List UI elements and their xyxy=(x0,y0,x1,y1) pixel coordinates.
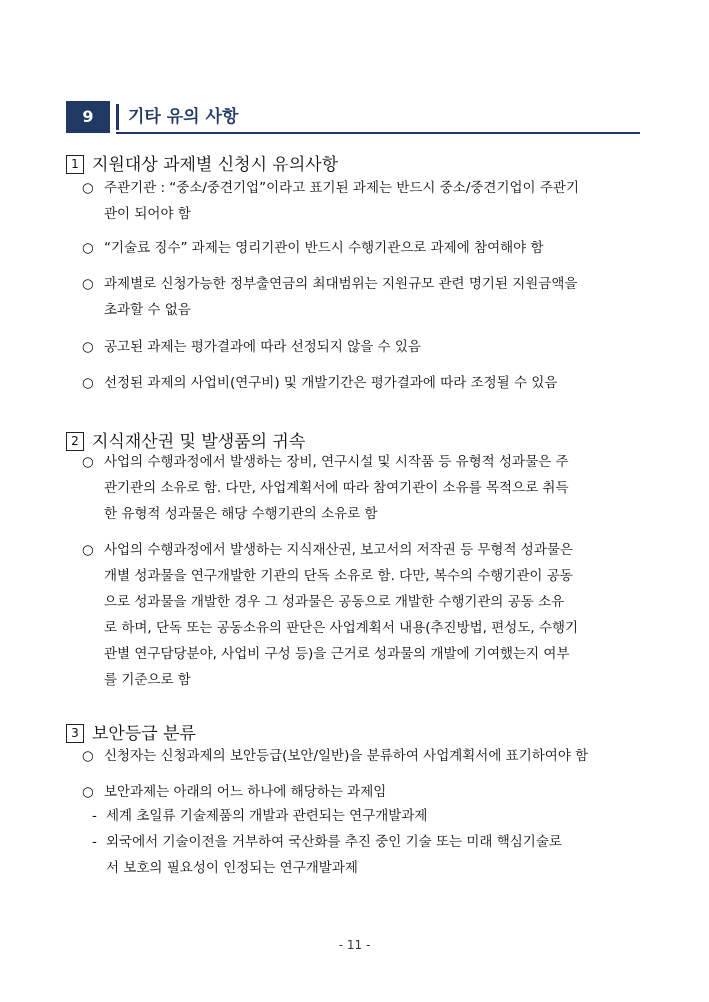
circle-bullet-icon: ○ xyxy=(82,542,94,558)
chapter-divider xyxy=(116,104,119,130)
list-item-continuation: 관별 연구담당분야, 사업비 구성 등)을 근거로 성과물의 개발에 기여했는지 여부 xyxy=(104,646,570,662)
list-item: ○ 사업의 수행과정에서 발생하는 지식재산권, 보고서의 저작권 등 무형적 성과물은 xyxy=(82,542,573,558)
list-item: ○ 신청자는 신청과제의 보안등급(보안/일반)을 분류하여 사업계획서에 표기하여야 함 xyxy=(82,748,589,764)
section-title: 지원대상 과제별 신청시 유의사항 xyxy=(92,155,339,175)
dash-bullet-icon: - xyxy=(92,834,97,850)
list-item: ○ 사업의 수행과정에서 발생하는 장비, 연구시설 및 시작품 등 유형적 성과물은 주 xyxy=(82,454,569,470)
list-item-continuation: 로 하며, 단독 또는 공동소유의 판단은 사업계획서 내용(추진방법, 편성도, 수행기 xyxy=(104,620,579,636)
section-number-box: 2 xyxy=(66,432,84,451)
circle-bullet-icon: ○ xyxy=(82,276,94,292)
section-number-box: 3 xyxy=(66,724,84,743)
chapter-header xyxy=(66,101,640,133)
circle-bullet-icon: ○ xyxy=(82,240,94,256)
list-item-continuation: 개별 성과물을 연구개발한 기관의 단독 소유로 함. 다만, 복수의 수행기관이 공동 xyxy=(104,568,573,584)
list-item: ○ 과제별로 신청가능한 정부출연금의 최대범위는 지원규모 관련 명기된 지원금액을 xyxy=(82,276,578,292)
circle-bullet-icon: ○ xyxy=(82,180,94,196)
chapter-number: 9 xyxy=(66,101,110,133)
list-item-continuation: 를 기준으로 함 xyxy=(104,672,191,688)
list-item-continuation: 한 유형적 성과물은 해당 수행기관의 소유로 함 xyxy=(104,506,378,522)
list-item: ○ 보안과제는 아래의 어느 하나에 해당하는 과제임 xyxy=(82,784,387,800)
page-number: - 11 - xyxy=(338,938,371,952)
circle-bullet-icon: ○ xyxy=(82,375,94,391)
list-item-continuation: 관기관의 소유로 함. 다만, 사업계획서에 따라 참여기관이 소유를 목적으로 취득 xyxy=(104,480,569,496)
sub-list-item: - 외국에서 기술이전을 거부하여 국산화를 추진 중인 기술 또는 미래 핵심기술로 xyxy=(92,834,562,850)
chapter-underline xyxy=(116,132,640,134)
chapter-title: 기타 유의 사항 xyxy=(128,107,239,127)
circle-bullet-icon: ○ xyxy=(82,748,94,764)
list-item: ○ 선정된 과제의 사업비(연구비) 및 개발기간은 평가결과에 따라 조정될 수 있음 xyxy=(82,375,558,391)
list-item: ○ 주관기관 : “중소/중견기업”이라고 표기된 과제는 반드시 중소/중견기업이 주관기 xyxy=(82,180,579,196)
circle-bullet-icon: ○ xyxy=(82,784,94,800)
sub-list-item: - 세계 초일류 기술제품의 개발과 관련되는 연구개발과제 xyxy=(92,808,428,824)
circle-bullet-icon: ○ xyxy=(82,454,94,470)
dash-bullet-icon: - xyxy=(92,808,97,824)
list-item-continuation: 관이 되어야 함 xyxy=(104,206,191,222)
section-title: 보안등급 분류 xyxy=(92,724,196,744)
section-title: 지식재산권 및 발생품의 귀속 xyxy=(92,432,306,452)
list-item-continuation: 으로 성과물을 개발한 경우 그 성과물은 공동으로 개발한 수행기관의 공동 소유 xyxy=(104,594,565,610)
list-item: ○ “기술료 징수” 과제는 영리기관이 반드시 수행기관으로 과제에 참여해야 함 xyxy=(82,240,544,256)
section-heading-3 xyxy=(66,719,196,744)
sub-list-item-continuation: 서 보호의 필요성이 인정되는 연구개발과제 xyxy=(106,860,358,876)
section-heading-2 xyxy=(66,427,305,452)
section-number-box: 1 xyxy=(66,155,84,174)
list-item: ○ 공고된 과제는 평가결과에 따라 선정되지 않을 수 있음 xyxy=(82,339,421,355)
circle-bullet-icon: ○ xyxy=(82,339,94,355)
list-item-continuation: 초과할 수 없음 xyxy=(104,302,191,318)
section-heading-1 xyxy=(66,150,338,175)
